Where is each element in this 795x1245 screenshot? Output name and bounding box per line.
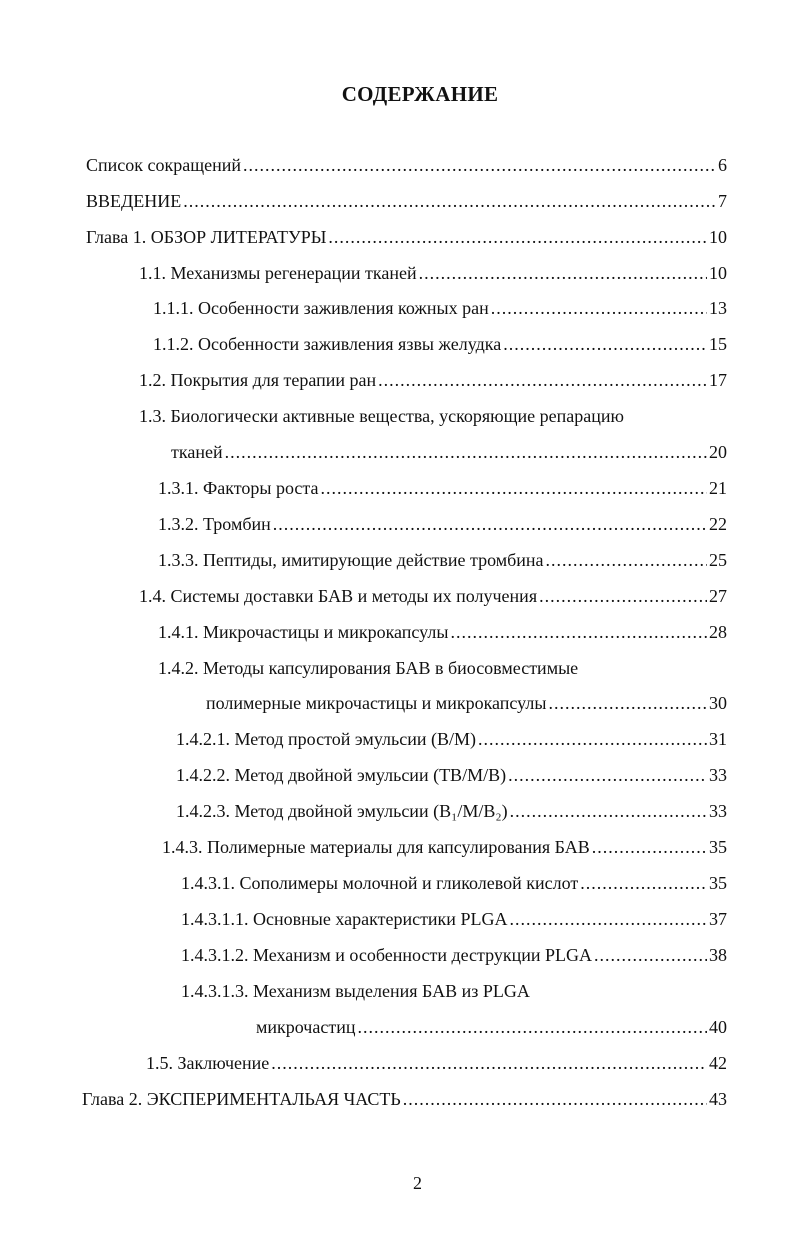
toc-leader	[594, 942, 707, 968]
toc-entry-text: Глава 1. ОБЗОР ЛИТЕРАТУРЫ	[86, 227, 327, 247]
toc-leader	[508, 762, 707, 788]
toc-entry-text: 1.4.2.1. Метод простой эмульсии (В/М)	[176, 729, 476, 749]
toc-entry-text: 1.4.2.3. Метод двойной эмульсии (B₁/M/B₂)	[176, 801, 508, 821]
toc-leader	[510, 798, 707, 824]
toc-entry	[139, 367, 727, 393]
toc-entry	[82, 1086, 727, 1112]
toc-entry-text: 1.3.1. Факторы роста	[158, 478, 319, 498]
toc-entry-text: 1.3.3. Пептиды, имитирующие действие тромбина	[158, 550, 544, 570]
toc-leader	[539, 583, 707, 609]
toc-entry-page: 30	[709, 693, 727, 713]
toc-entry-page: 25	[709, 550, 727, 570]
toc-entry	[158, 475, 727, 501]
toc-leader	[403, 1086, 707, 1112]
toc-entry-page: 28	[709, 622, 727, 642]
toc-entry-page: 17	[709, 370, 727, 390]
toc-entry	[158, 511, 727, 537]
toc-entry-page: 38	[709, 945, 727, 965]
toc-leader	[503, 331, 707, 357]
toc-entry-text: 1.4.1. Микрочастицы и микрокапсулы	[158, 622, 449, 642]
toc-entry	[176, 762, 727, 788]
toc-entry-page: 40	[709, 1017, 727, 1037]
toc-leader	[225, 439, 707, 465]
toc-entry	[86, 152, 727, 178]
toc-entry	[153, 295, 727, 321]
toc-entry	[158, 547, 727, 573]
page-number: 2	[413, 1173, 422, 1193]
toc-entry	[86, 188, 727, 214]
toc-entry	[181, 870, 727, 896]
toc-entry-text: 1.1.1. Особенности заживления кожных ран	[153, 298, 489, 318]
toc-entry	[153, 331, 727, 357]
toc-entry-text: 1.2. Покрытия для терапии ран	[139, 370, 377, 390]
toc-entry-page: 27	[709, 586, 727, 606]
toc-entry	[176, 726, 727, 752]
toc-entry-text: 1.4.3.1.2. Механизм и особенности деструкции PLGA	[181, 945, 593, 965]
toc-entry-page: 35	[709, 873, 727, 893]
toc-entry-page: 31	[709, 729, 727, 749]
page-title: СОДЕРЖАНИЕ	[341, 82, 499, 106]
toc-entry-page: 10	[709, 263, 727, 283]
toc-leader	[509, 906, 707, 932]
toc-leader	[328, 224, 707, 250]
toc-entry-text: ВВЕДЕНИЕ	[86, 191, 182, 211]
toc-leader	[592, 834, 707, 860]
toc-leader	[243, 152, 716, 178]
toc-entry-page: 10	[709, 227, 727, 247]
toc-entry-text: Список сокращений	[86, 155, 241, 175]
toc-entry-text: 1.5. Заключение	[146, 1053, 270, 1073]
toc-entry-page: 35	[709, 837, 727, 857]
toc-entry	[86, 224, 727, 250]
toc-entry-page: 42	[709, 1053, 727, 1073]
toc-entry-text: полимерные микрочастицы и микрокапсулы	[206, 693, 547, 713]
toc-entry-page: 13	[709, 298, 727, 318]
toc-entry-text-line1: 1.4.3.1.3. Механизм выделения БАВ из PLGA	[181, 981, 530, 1001]
toc-entry-page: 6	[718, 155, 727, 175]
toc-entry	[181, 942, 727, 968]
toc-entry-page: 15	[709, 334, 727, 354]
toc-entry-text: 1.3.2. Тромбин	[158, 514, 271, 534]
toc-entry-page: 21	[709, 478, 727, 498]
toc-entry-text: Глава 2. ЭКСПЕРИМЕНТАЛЬАЯ ЧАСТЬ	[82, 1089, 401, 1109]
toc-entry-page: 43	[709, 1089, 727, 1109]
toc-entry-text: 1.1. Механизмы регенерации тканей	[139, 263, 417, 283]
toc-entry	[146, 1050, 727, 1076]
toc-entry	[139, 583, 727, 609]
toc-entry-text: 1.1.2. Особенности заживления язвы желудка	[153, 334, 502, 354]
toc-entry	[171, 439, 727, 465]
toc-leader	[478, 726, 707, 752]
toc-entry	[139, 260, 727, 286]
toc-entry-text: 1.4. Системы доставки БАВ и методы их получения	[139, 586, 538, 606]
toc-entry	[256, 1014, 727, 1040]
toc-entry-page: 33	[709, 801, 727, 821]
toc-entry	[162, 834, 727, 860]
toc-leader	[320, 475, 707, 501]
toc-leader	[419, 260, 707, 286]
toc-entry-text: 1.4.3.1. Сополимеры молочной и гликолевой кислот	[181, 873, 579, 893]
toc-entry-page: 22	[709, 514, 727, 534]
toc-entry-text: 1.4.2.2. Метод двойной эмульсии (ТВ/М/В)	[176, 765, 507, 785]
toc-entry	[206, 690, 727, 716]
toc-entry-text-line1: 1.3. Биологически активные вещества, ускоряющие репарацию	[139, 406, 624, 426]
toc-leader	[357, 1014, 707, 1040]
toc-leader	[491, 295, 707, 321]
toc-leader	[378, 367, 707, 393]
toc-leader	[450, 619, 707, 645]
toc-entry	[181, 906, 727, 932]
toc-leader	[271, 1050, 707, 1076]
toc-entry-text: микрочастиц	[256, 1017, 356, 1037]
toc-leader	[183, 188, 716, 214]
toc-leader	[273, 511, 707, 537]
toc-entry-text-line1: 1.4.2. Методы капсулирования БАВ в биосовместимые	[158, 658, 579, 678]
toc-entry-page: 7	[718, 191, 727, 211]
toc-entry-text: 1.4.3. Полимерные материалы для капсулирования БАВ	[162, 837, 590, 857]
toc-entry-page: 20	[709, 442, 727, 462]
toc-entry-text: тканей	[171, 442, 223, 462]
toc-leader	[548, 690, 707, 716]
toc-entry-page: 33	[709, 765, 727, 785]
toc-entry-page: 37	[709, 909, 727, 929]
toc-leader	[546, 547, 707, 573]
toc-entry-text: 1.4.3.1.1. Основные характеристики PLGA	[181, 909, 508, 929]
toc-leader	[580, 870, 707, 896]
toc-entry	[176, 798, 727, 824]
toc-entry	[158, 619, 727, 645]
